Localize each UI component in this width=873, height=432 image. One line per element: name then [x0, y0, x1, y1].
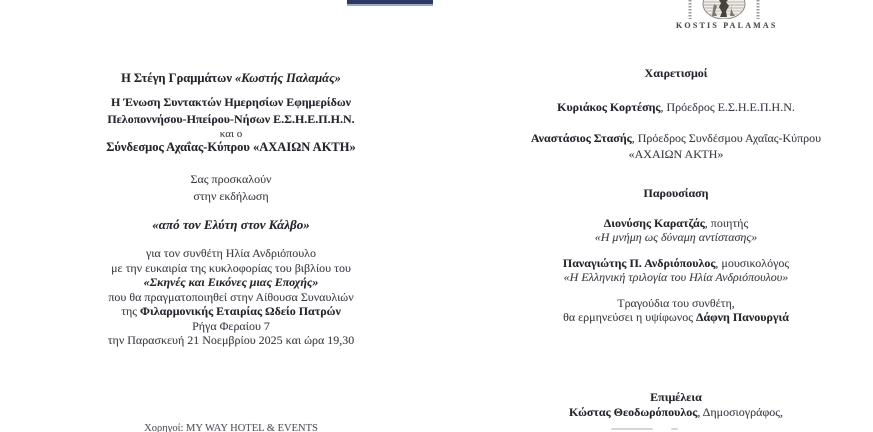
- presenter-2-role: , μουσικολόγος: [715, 256, 790, 270]
- kostis-palamas-logo: [676, 0, 778, 30]
- top-banner-image-remnant: [347, 0, 433, 6]
- organizer-line-1: Η Ένωση Συντακτών Ημερησίων Εφημερίδων: [110, 95, 351, 109]
- greeting-2-role: , Πρόεδρος Συνδέσμου Αχαΐας-Κύπρου: [631, 131, 822, 145]
- venue-name: Φιλαρμονικής Εταιρίας Ωδείο Πατρών: [140, 304, 341, 318]
- greeting-2: [498, 130, 854, 162]
- event-details: [85, 246, 377, 348]
- logo-caption: KOSTIS PALAMAS: [676, 21, 778, 30]
- organizer-lines: [85, 94, 377, 128]
- curator-role: , Δημοσιογράφος,: [697, 405, 784, 419]
- presenter-1-quote: «Η μνήμη ως δύναμη αντίστασης»: [594, 230, 758, 244]
- invite-lines: [85, 171, 377, 205]
- greeting-1-name: Κυριάκος Κορτέσης: [557, 100, 661, 114]
- invite-line-2: στην εκδήλωση: [193, 189, 269, 203]
- presentation-heading: Παρουσίαση: [643, 186, 709, 200]
- curator-line: [498, 405, 854, 419]
- event-title: «από τον Ελύτη στον Κάλβο»: [152, 217, 310, 232]
- invite-line-1: Σας προσκαλούν: [190, 172, 272, 186]
- organizer-line-2: Πελοποννήσου-Ηπείρου-Νήσων Ε.Σ.Η.Ε.Π.Η.Ν.: [107, 112, 355, 126]
- cropped-text-remnant: [611, 428, 653, 430]
- for-composer-line: για τον συνθέτη Ηλία Ανδριόπουλο: [145, 246, 316, 260]
- sponsors-line: Χορηγοί: MY WAY HOTEL & EVENTS: [144, 423, 318, 432]
- venue-line: που θα πραγματοποιηθεί στην Αίθουσα Συναυλιών: [108, 289, 354, 304]
- greeting-2-role-line-2: «ΑΧΑΙΩΝ ΑΚΤΗ»: [628, 147, 724, 161]
- venue-prefix: της: [121, 304, 141, 318]
- occasion-line: με την ευκαιρία της κυκλοφορίας του βιβλίου του: [111, 260, 351, 275]
- host-line: [85, 70, 377, 86]
- soprano-name: Δάφνη Πανουργιά: [695, 310, 789, 324]
- curation-heading: Επιμέλεια: [650, 390, 702, 404]
- book-title: «Σκηνές και Εικόνες μιας Εποχής»: [143, 275, 319, 289]
- and-the-line: και ο: [219, 128, 243, 140]
- left-column: [85, 66, 377, 348]
- association-line: Σύνδεσμος Αχαΐας-Κύπρου «ΑΧΑΙΩΝ ΑΚΤΗ»: [106, 140, 356, 154]
- host-name: «Κωστής Παλαμάς»: [235, 71, 341, 85]
- presenter-1-role: , ποιητής: [704, 216, 749, 230]
- greetings-heading: Χαιρετισμοί: [644, 66, 708, 80]
- curator-name: Κώστας Θεοδωρόπουλος: [568, 405, 698, 419]
- greeting-1: [498, 100, 854, 114]
- address-line: Ρήγα Φεραίου 7: [192, 318, 270, 333]
- presenter-2-quote: «Η Ελληνική τριλογία του Ηλία Ανδριόπουλου»: [563, 270, 789, 284]
- right-column: [498, 66, 854, 419]
- datetime-line: την Παρασκευή 21 Νοεμβρίου 2025 και ώρα 19,30: [107, 333, 355, 347]
- greeting-1-role: , Πρόεδρος Ε.Σ.Η.Ε.Π.Η.Ν.: [660, 100, 795, 114]
- songs-lines: [498, 296, 854, 324]
- host-prefix: Η Στέγη Γραμμάτων: [121, 71, 236, 85]
- songs-line-2-prefix: θα ερμηνεύσει η υψίφωνος: [563, 310, 696, 324]
- cropped-text-remnant: [671, 428, 678, 430]
- presenter-1-name: Διονύσης Καρατζάς: [603, 216, 705, 230]
- kostis-palamas-emblem: [686, 0, 762, 19]
- songs-line-1: Τραγούδια του συνθέτη,: [617, 296, 735, 310]
- greeting-2-name: Αναστάσιος Στασής: [530, 131, 632, 145]
- presenter-2: [498, 256, 854, 284]
- presenter-1: [498, 216, 854, 244]
- presenter-2-name: Παναγιώτης Π. Ανδριόπουλος: [562, 256, 716, 270]
